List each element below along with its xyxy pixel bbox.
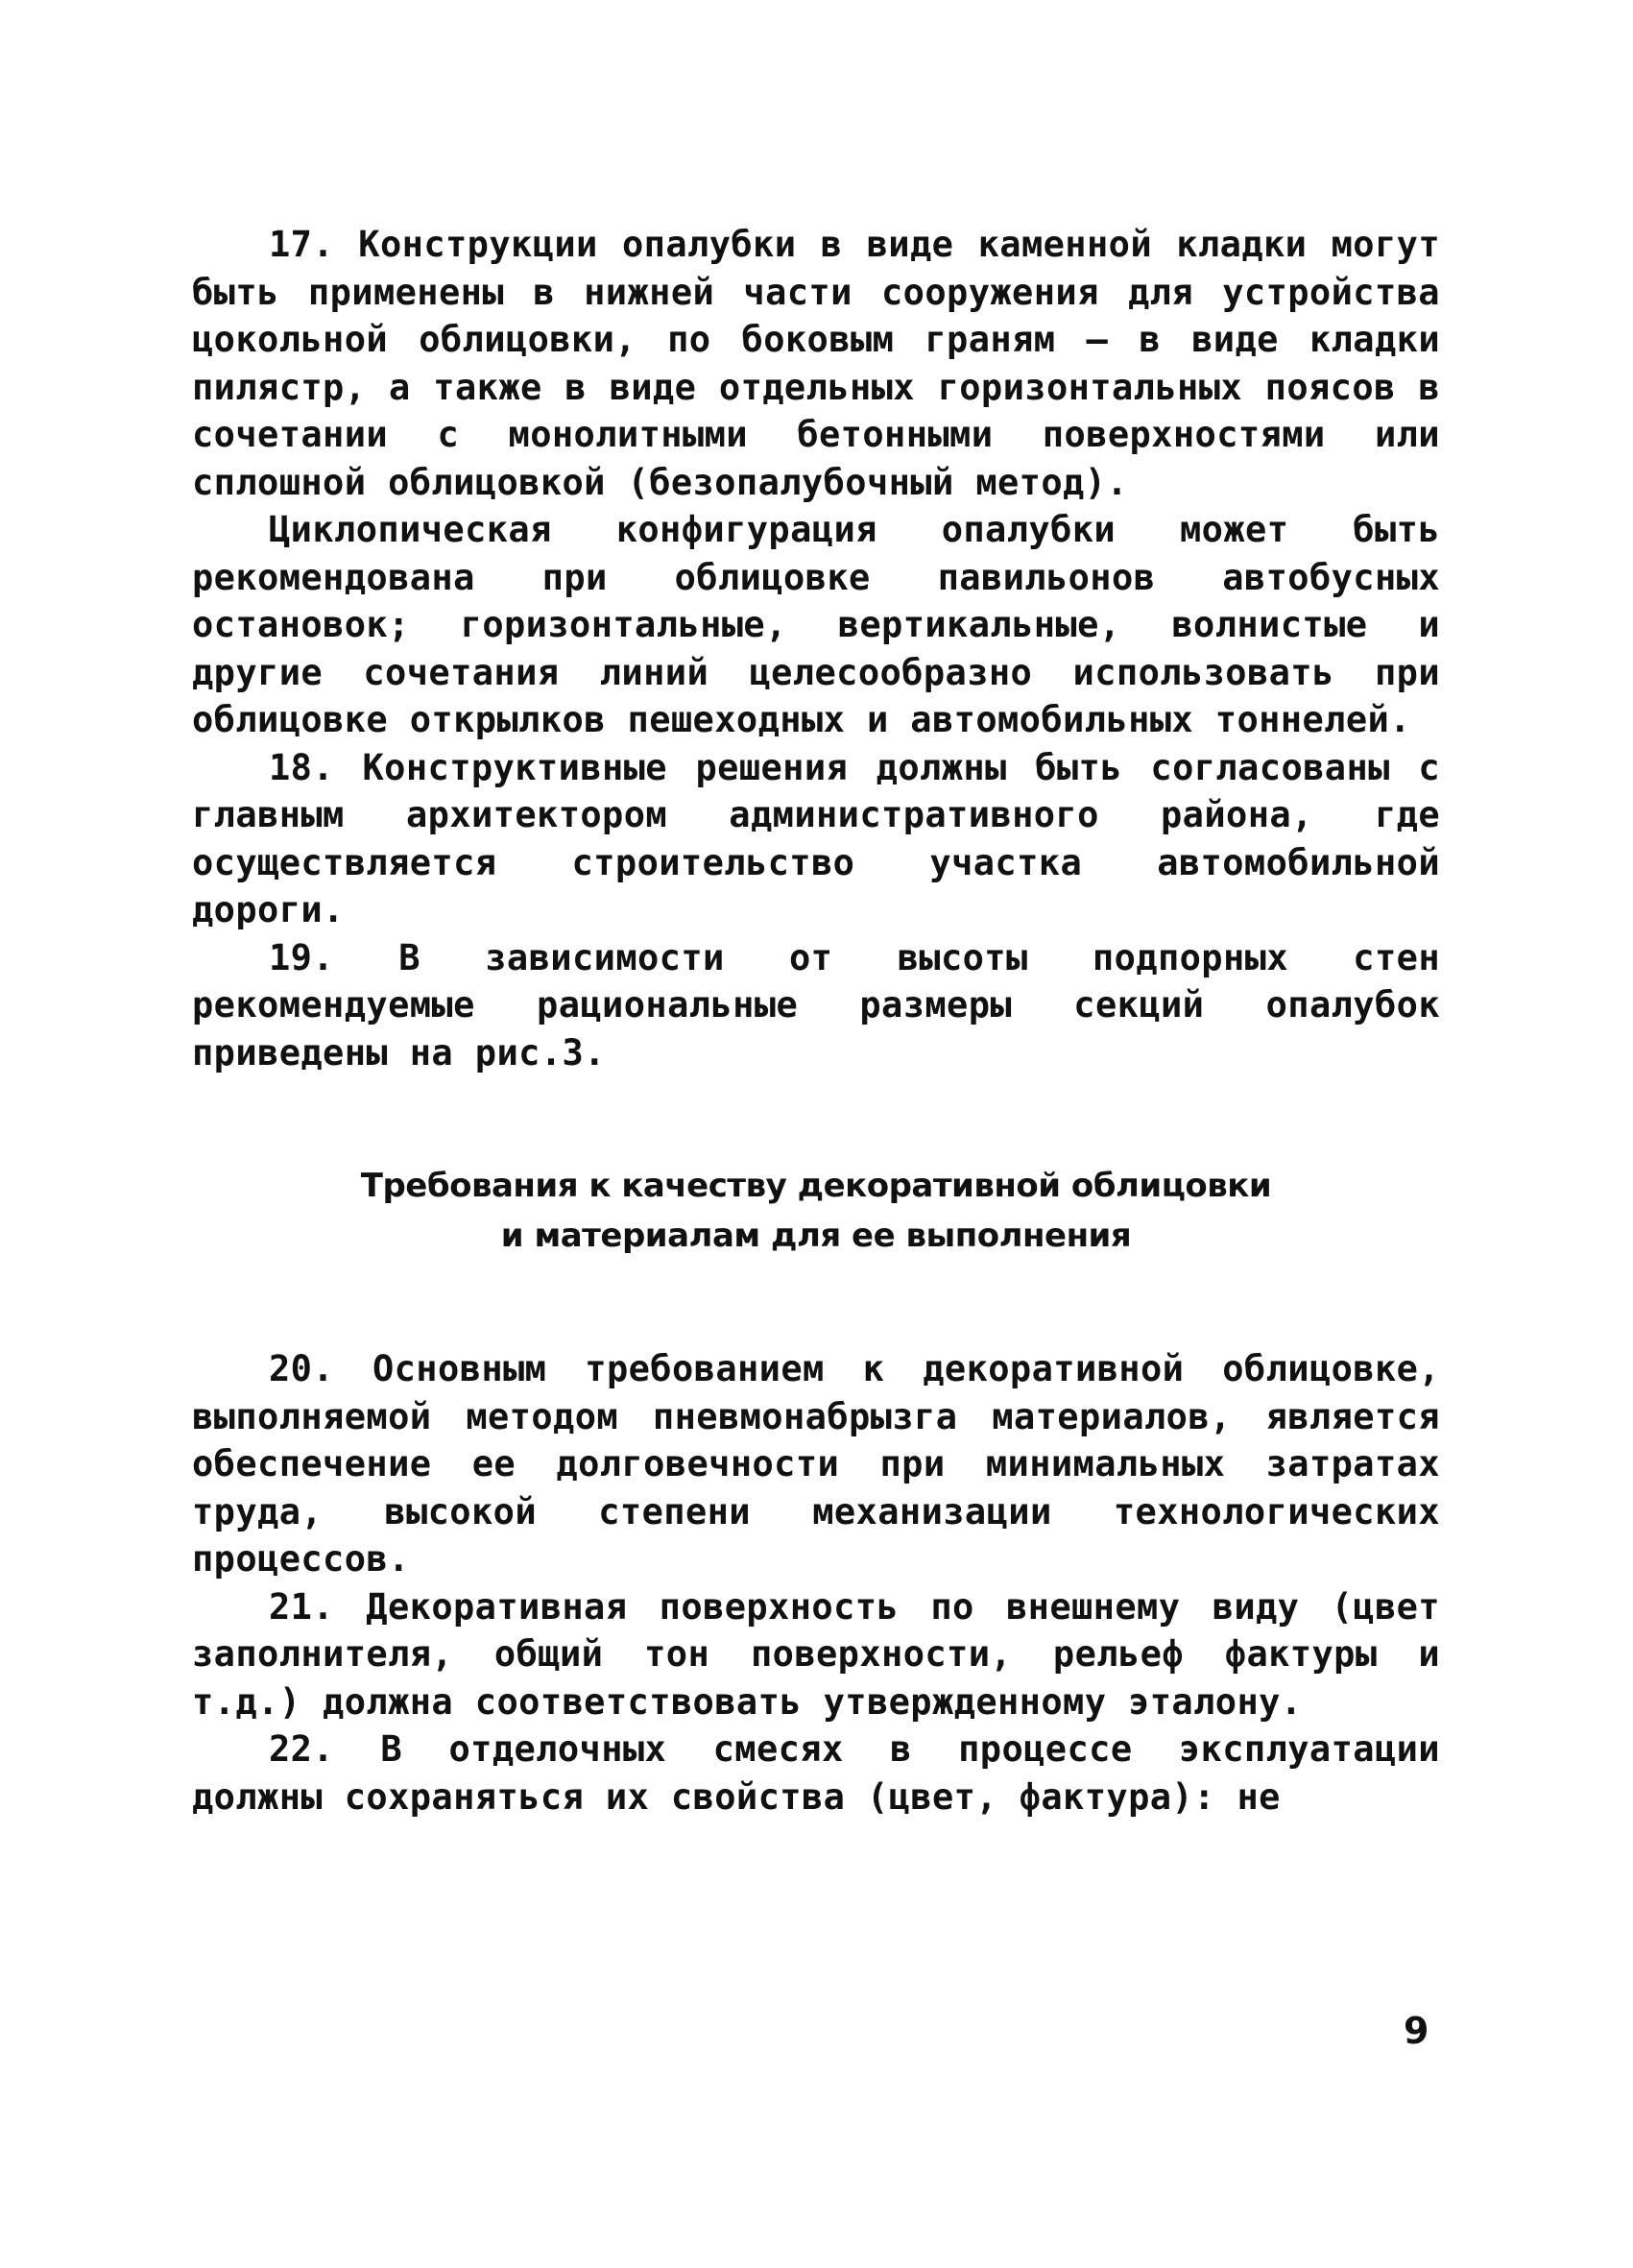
paragraph-17-cyclopean: Циклопическая конфигурация опалубки может быть рекомендована при облицовке павильонов автобусных остановок; горизонтальные, вертикальные, волнистые и другие сочетания линий целесообразно использовать при облицовке открылков пешеходных и автомобильных тоннелей. bbox=[192, 509, 1440, 740]
paragraph-18: 18. Конструктивные решения должны быть согласованы с главным архитектором административного района, где осуществляется строительство участка автомобильной дороги. bbox=[192, 746, 1440, 930]
paragraph-19: 19. В зависимости от высоты подпорных стен рекомендуемые рациональные размеры секций опалубок приведены на рис.3. bbox=[192, 936, 1440, 1074]
section-heading-line-2: и материалам для ее выполнения bbox=[500, 1217, 1132, 1255]
section-heading-line-1: Требования к качеству декоративной облицовки bbox=[360, 1167, 1272, 1205]
document-page bbox=[192, 221, 1440, 1821]
section-heading bbox=[192, 1161, 1440, 1261]
paragraph-20: 20. Основным требованием к декоративной облицовке, выполняемой методом пневмонабрызга материалов, является обеспечение ее долговечности при минимальных затратах труда, высокой степени механизации технологических процессов. bbox=[192, 1348, 1440, 1580]
paragraph-22: 22. В отделочных смесях в процессе эксплуатации должны сохраняться их свойства (цвет, фактура): не bbox=[192, 1728, 1440, 1818]
paragraph-21: 21. Декоративная поверхность по внешнему виду (цвет заполнителя, общий тон поверхности, рельеф фактуры и т.д.) должна соответствовать утвержденному эталону. bbox=[192, 1585, 1440, 1723]
paragraph-17: 17. Конструкции опалубки в виде каменной кладки могут быть применены в нижней части сооружения для устройства цокольной облицовки, по боковым граням – в виде кладки пилястр, а также в виде отдельных горизонтальных поясов в сочетании с монолитными бетонными поверхностями или сплошной облицовкой (безопалубочный метод). bbox=[192, 224, 1440, 503]
page-number: 9 bbox=[1404, 2010, 1429, 2052]
